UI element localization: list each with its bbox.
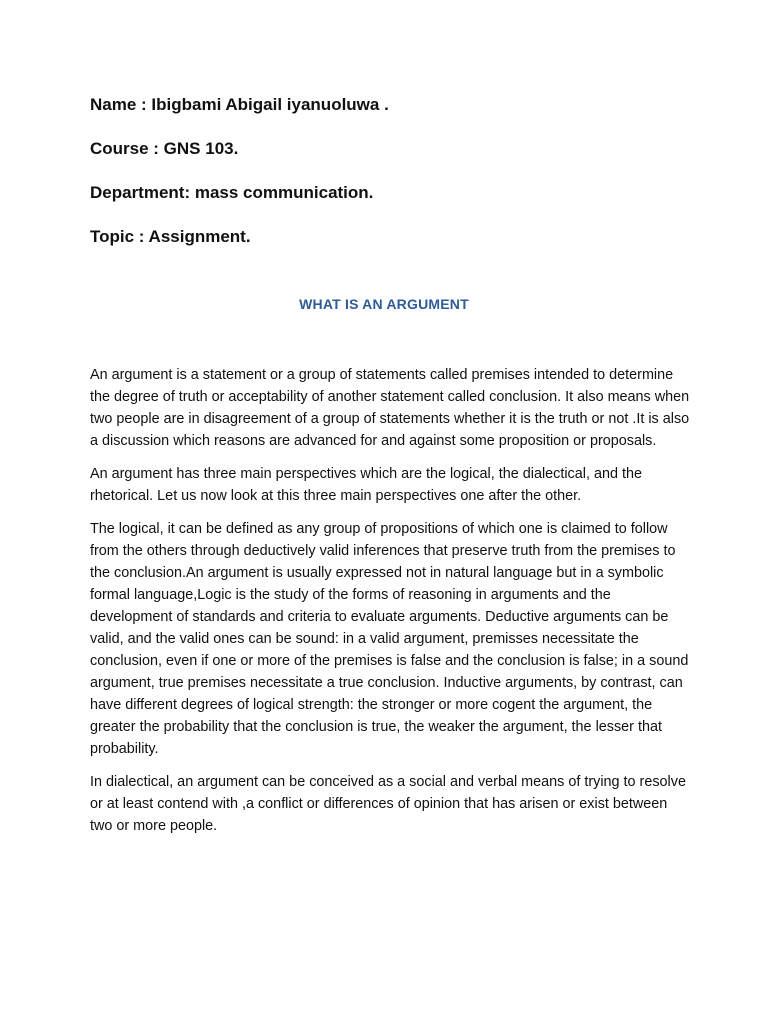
course-code: Course : GNS 103. (90, 139, 239, 158)
department: Department: mass communication. (90, 183, 374, 202)
section-heading: WHAT IS AN ARGUMENT (299, 296, 469, 312)
student-info (90, 94, 690, 270)
topic: Topic : Assignment. (90, 227, 251, 246)
student-name: Name : Ibigbami Abigail iyanuoluwa . (90, 95, 389, 114)
document-body (90, 364, 690, 848)
paragraph-perspectives: An argument has three main perspectives which are the logical, the dialectical, and the rhetorical. Let us now look at this three main perspectives one after the other. (90, 466, 642, 504)
paragraph-logical: The logical, it can be defined as any group of propositions of which one is claimed to follow from the others through deductively valid inferences that preserve truth from the premises to the conclusion.An argument is usually expressed not in natural language but in a symbolic formal language,Logic is the study of the forms of reasoning in arguments and the development of standards and criteria to evaluate arguments. Deductive arguments can be valid, and the valid ones can be sound: in a valid argument, premisses necessitate the conclusion, even if one or more of the premises is false and the conclusion is false; in a sound argument, true premises necessitate a true conclusion. Inductive arguments, by contrast, can have different degrees of logical strength: the stronger or more cogent the argument, the greater the probability that the conclusion is true, the weaker the argument, the lesser that probability. (90, 521, 689, 757)
paragraph-dialectical: In dialectical, an argument can be conceived as a social and verbal means of trying to resolve or at least contend with ,a conflict or differences of opinion that has arisen or exist between two or more people. (90, 774, 686, 834)
paragraph-definition: An argument is a statement or a group of statements called premises intended to determine the degree of truth or acceptability of another statement called conclusion. It also means when two people are in disagreement of a group of statements whether it is the truth or not .It is also a discussion which reasons are advanced for and against some proposition or proposals. (90, 367, 690, 449)
